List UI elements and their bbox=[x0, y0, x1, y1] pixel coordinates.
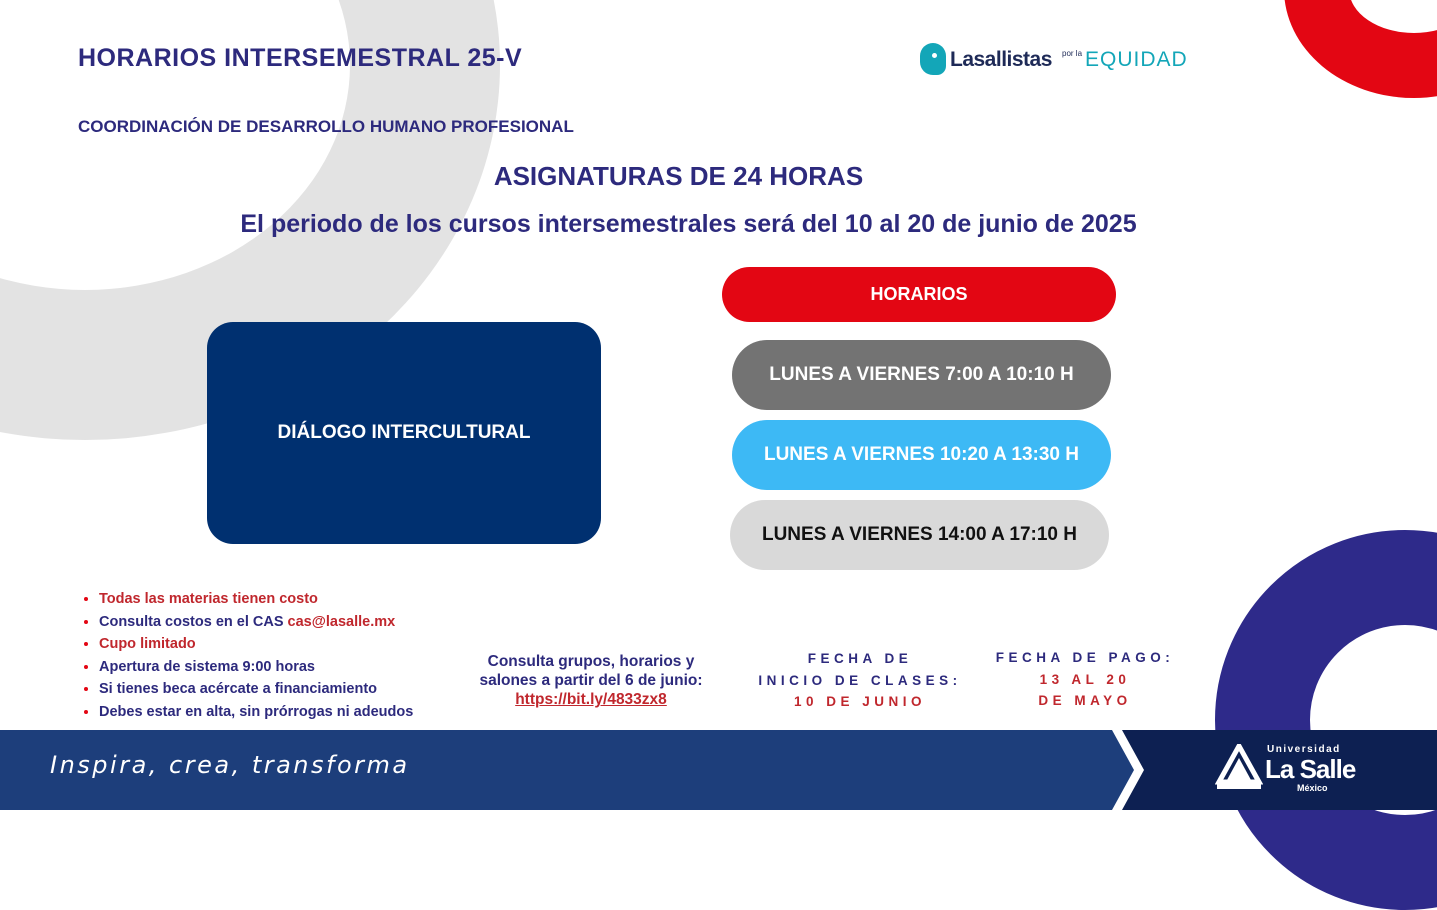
list-item: • Si tienes beca acércate a financiamiento bbox=[99, 678, 413, 701]
subject-card bbox=[207, 322, 601, 544]
university-name: La Salle bbox=[1265, 754, 1356, 784]
list-item: • Todas las materias tienen costo bbox=[99, 588, 413, 611]
consult-line-2: salones a partir del 6 de junio: bbox=[479, 672, 703, 689]
start-date-label-2: INICIO DE CLASES: bbox=[758, 672, 962, 688]
lasallistas-equidad-logo bbox=[920, 43, 1210, 79]
subject-name: DIÁLOGO INTERCULTURAL bbox=[277, 422, 531, 443]
period-text: El periodo de los cursos intersemestrales será del 10 al 20 de junio de 2025 bbox=[240, 210, 1137, 238]
la-salle-logo bbox=[1215, 742, 1385, 802]
page-title: HORARIOS INTERSEMESTRAL 25-V bbox=[78, 44, 523, 72]
consult-block bbox=[460, 652, 722, 709]
list-item: • Apertura de sistema 9:00 horas bbox=[99, 656, 413, 679]
coordination-name: COORDINACIÓN DE DESARROLLO HUMANO PROFESIONAL bbox=[78, 117, 574, 136]
payment-date-value-1: 13 AL 20 bbox=[1039, 671, 1131, 687]
payment-date-value-2: DE MAYO bbox=[1038, 693, 1132, 708]
list-item: • Debes estar en alta, sin prórrogas ni adeudos bbox=[99, 701, 413, 724]
consult-line-1: Consulta grupos, horarios y bbox=[487, 653, 695, 670]
cas-email[interactable]: cas@lasalle.mx bbox=[287, 613, 396, 630]
schedule-heading: HORARIOS bbox=[722, 267, 1116, 322]
schedule-slot-morning: LUNES A VIERNES 7:00 A 10:10 H bbox=[732, 340, 1111, 410]
logo-word: EQUIDAD bbox=[1085, 48, 1188, 71]
decorative-purple-ring bbox=[1215, 530, 1437, 910]
logo-brand: Lasallistas bbox=[950, 48, 1052, 71]
lasallistas-head-icon bbox=[920, 43, 946, 75]
start-date-label-1: FECHA DE bbox=[807, 651, 913, 666]
start-date-value: 10 DE JUNIO bbox=[793, 694, 927, 709]
list-item: • Cupo limitado bbox=[99, 633, 413, 656]
notes-list bbox=[80, 588, 413, 724]
footer-slogan: Inspira, crea, transforma bbox=[50, 751, 410, 779]
schedule-slot-afternoon: LUNES A VIERNES 14:00 A 17:10 H bbox=[730, 500, 1109, 570]
list-item: • Consulta costos en el CAS cas@lasalle.mx bbox=[99, 611, 413, 634]
schedule-slot-midday: LUNES A VIERNES 10:20 A 13:30 H bbox=[732, 420, 1111, 490]
subject-type-heading: ASIGNATURAS DE 24 HORAS bbox=[493, 161, 864, 191]
university-country: México bbox=[1297, 783, 1328, 793]
logo-connector: por la bbox=[1062, 49, 1083, 58]
consult-link[interactable]: https://bit.ly/4833zx8 bbox=[515, 691, 667, 708]
start-date-block bbox=[745, 648, 975, 713]
university-label: Universidad bbox=[1267, 744, 1341, 755]
decorative-red-ring bbox=[1284, 0, 1437, 98]
payment-date-label: FECHA DE PAGO: bbox=[995, 650, 1175, 665]
la-salle-star-icon bbox=[1215, 744, 1263, 792]
payment-date-block bbox=[985, 647, 1185, 712]
